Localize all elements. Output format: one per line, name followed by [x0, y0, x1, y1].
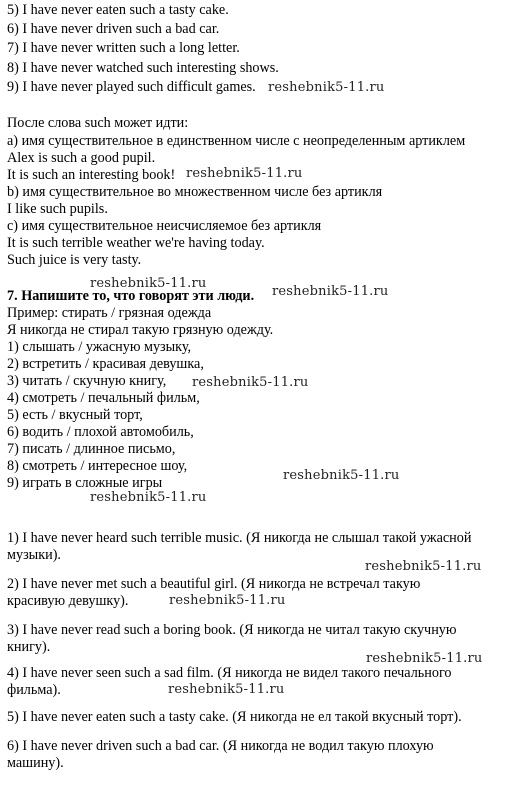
task-example-answer: Я никогда не стирал такую грязную одежду. [7, 322, 274, 338]
answer-line: фильма). [7, 682, 61, 698]
watermark: reshebnik5-11.ru [283, 468, 400, 483]
watermark: reshebnik5-11.ru [169, 593, 286, 608]
task-item: 7) писать / длинное письмо, [7, 441, 176, 457]
grammar-example: I like such pupils. [7, 201, 108, 217]
watermark: reshebnik5-11.ru [365, 559, 482, 574]
grammar-example: Alex is such a good pupil. [7, 150, 156, 166]
grammar-example: It is such terrible weather we're having today. [7, 235, 265, 251]
grammar-rule-a: а) имя существительное в единственном числе с неопределенным артиклем [7, 133, 466, 149]
grammar-example: It is such an interesting book! [7, 167, 176, 183]
answer-line: машину). [7, 755, 64, 771]
list-line: 8) I have never watched such interesting shows. [7, 60, 279, 76]
answer-line: 5) I have never eaten such a tasty cake. (Я никогда не ел такой вкусный торт). [7, 709, 462, 725]
watermark: reshebnik5-11.ru [366, 651, 483, 666]
answer-line: книгу). [7, 639, 51, 655]
grammar-rule-b: b) имя существительное во множественном числе без артикля [7, 184, 383, 200]
watermark: reshebnik5-11.ru [186, 166, 303, 181]
task-item: 6) водить / плохой автомобиль, [7, 424, 194, 440]
task-item: 4) смотреть / печальный фильм, [7, 390, 200, 406]
list-line: 9) I have never played such difficult games. [7, 79, 256, 95]
watermark: reshebnik5-11.ru [168, 682, 285, 697]
grammar-rule-c: c) имя существительное неисчисляемое без артикля [7, 218, 322, 234]
watermark: reshebnik5-11.ru [268, 80, 385, 95]
answer-line: 3) I have never read such a boring book. (Я никогда не читал такую скучную [7, 622, 457, 638]
list-line: 7) I have never written such a long letter. [7, 40, 240, 56]
task-item: 9) играть в сложные игры [7, 475, 163, 491]
task-item: 8) смотреть / интересное шоу, [7, 458, 188, 474]
watermark: reshebnik5-11.ru [90, 490, 207, 505]
task-item: 1) слышать / ужасную музыку, [7, 339, 192, 355]
answer-line: 1) I have never heard such terrible music. (Я никогда не слышал такой ужасной [7, 530, 472, 546]
watermark: reshebnik5-11.ru [90, 276, 207, 291]
answer-line: 4) I have never seen such a sad film. (Я никогда не видел такого печального [7, 665, 452, 681]
list-line: 5) I have never eaten such a tasty cake. [7, 2, 229, 18]
task-title: 7. Напишите то, что говорят эти люди. [7, 288, 255, 304]
watermark: reshebnik5-11.ru [192, 375, 309, 390]
task-example-label: Пример: стирать / грязная одежда [7, 305, 212, 321]
answer-line: 6) I have never driven such a bad car. (Я никогда не водил такую плохую [7, 738, 434, 754]
list-line: 6) I have never driven such a bad car. [7, 21, 220, 37]
grammar-intro: После слова such может идти: [7, 115, 189, 131]
answer-line: 2) I have never met such a beautiful girl. (Я никогда не встречал такую [7, 576, 421, 592]
task-item: 2) встретить / красивая девушка, [7, 356, 204, 372]
answer-line: музыки). [7, 547, 61, 563]
task-item: 3) читать / скучную книгу, [7, 373, 167, 389]
task-item: 5) есть / вкусный торт, [7, 407, 143, 423]
watermark: reshebnik5-11.ru [272, 284, 389, 299]
answer-line: красивую девушку). [7, 593, 129, 609]
grammar-example: Such juice is very tasty. [7, 252, 142, 268]
